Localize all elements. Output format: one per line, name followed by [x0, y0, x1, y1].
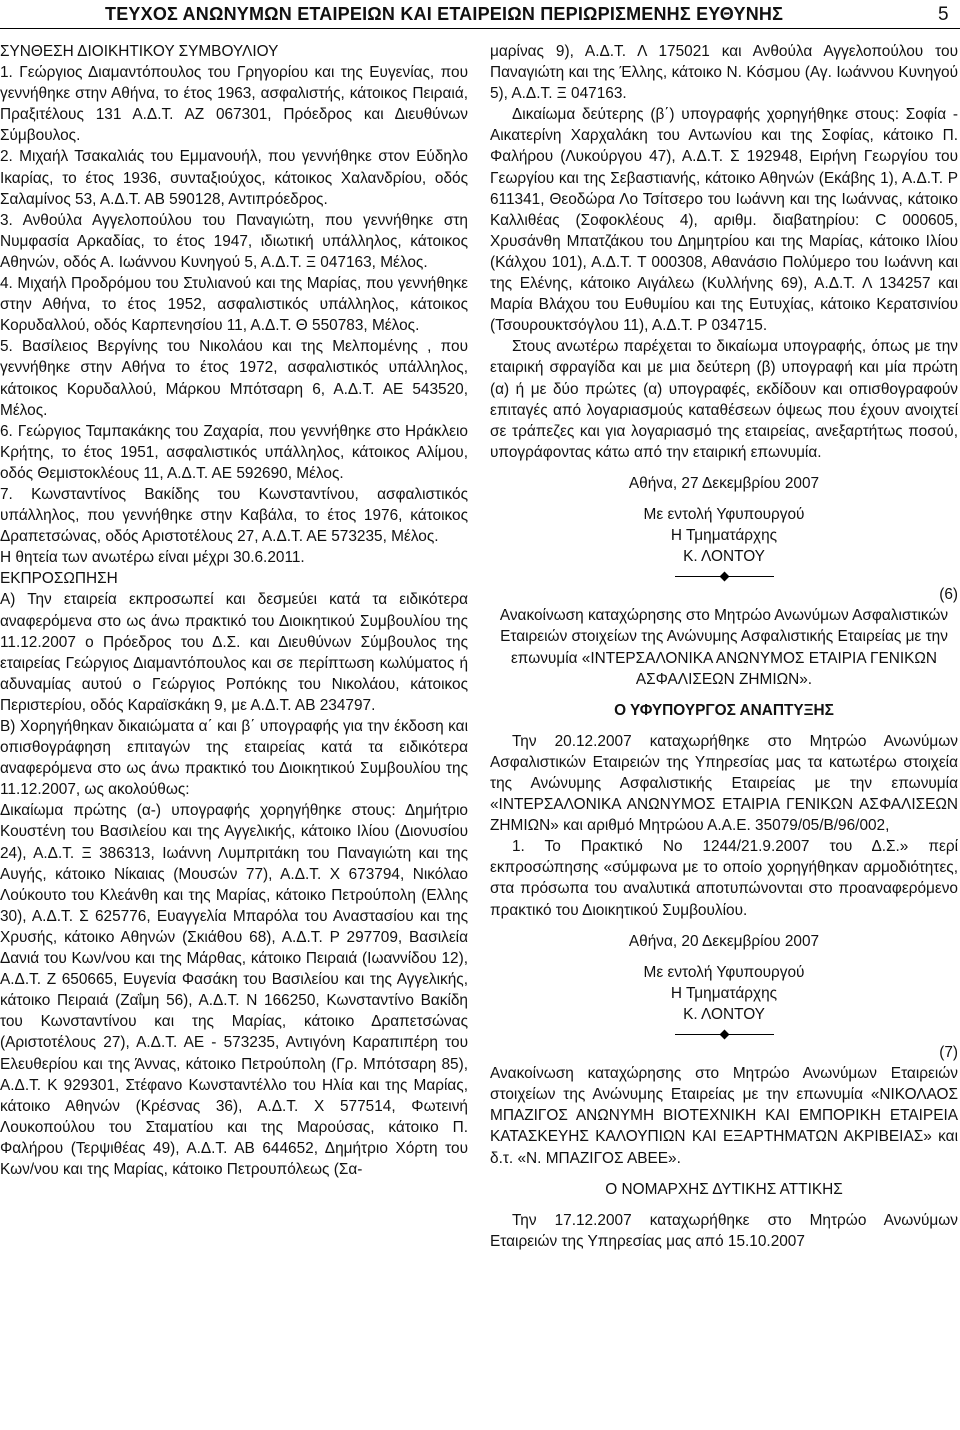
page-header — [0, 0, 960, 34]
board-heading: ΣΥΝΘΕΣΗ ΔΙΟΙΚΗΤΙΚΟΥ ΣΥΜΒΟΥΛΙΟΥ — [0, 43, 279, 60]
left-column — [0, 41, 468, 1180]
second-signature-rights: Δικαίωμα δεύτερης (β΄) υπογραφής χορηγήθηκε στους: Σοφία - Αικατερίνη Χαρχαλάκη του Αντωνίου και της Σοφίας, κάτοικο Π. Φαλήρου (Λυκούργου 47), Α.Δ.Τ. Σ 192948, Ειρήνη Γεωργίου του Γεωργίου και της Σεβαστιανής, κάτοικο Αθηνών (Εκάβης 1), Α.Δ.Τ. Ρ 611341, Θεοδώρα Λο Τσίτσερο του Ιωάννη και της Ιωάννας, κάτοικο Καλλιθέας (Σοφοκλέους 4), αριθμ. διαβατηρίου: C 000605, Χρυσάνθη Μπατζάκου του Δημητρίου και της Μαρίας, κάτοικο Ιλίου (Κάλχου 101), Α.Δ.Τ. Τ 000308, Αθανάσιο Πολύμερο του Ιωάννη και της Ελένης, κάτοικο Αιγάλεω (Κυλλήνης 69), Α.Δ.Τ. Λ 134257 και Μαρία Βλάχου του Ευθυμίου και της Ευτυχίας, κάτοικο Κερατσινίου (Τσουρουκτσόγλου 11), Α.Δ.Τ. Ρ 034715. — [490, 106, 958, 335]
notice-7-body: Την 17.12.2007 καταχωρήθηκε στο Μητρώο Ανωνύμων Εταιρειών της Υπηρεσίας μας από 15.10.2007 — [490, 1211, 958, 1250]
sign2-name: Κ. ΛΟΝΤΟΥ — [683, 1005, 765, 1023]
notice-7-title: Ανακοίνωση καταχώρησης στο Μητρώο Ανωνύμων Εταιρειών στοιχείων της Ανώνυμης Εταιρείας με την επωνυμία «ΝΙΚΟΛΑΟΣ ΜΠΑΖΙΓΟΣ ΑΝΩΝΥΜΗ ΒΙΟΤΕΧΝΙΚΗ ΚΑΙ ΕΜΠΟΡΙΚΗ ΕΤΑΙΡΕΙΑ ΚΑΤΑΣΚΕΥΗΣ ΚΑΛΟΥΠΙΩΝ ΚΑΙ ΕΞΑΡΤΗΜΑΤΩΝ ΑΚΡΙΒΕΙΑΣ» και δ.τ. «Ν. ΜΠΑΖΙΓΟΣ ΑΒΕΕ». — [490, 1065, 958, 1167]
representation-heading: ΕΚΠΡΟΣΩΠΗΣΗ — [0, 570, 118, 588]
sign1-name: Κ. ΛΟΝΤΟΥ — [683, 548, 765, 566]
first-signature-continuation: μαρίνας 9), Α.Δ.Τ. Λ 175021 και Ανθούλα Αγγελοπούλου του Παναγιώτη και της Έλλης, κάτοικο Ν. Κόσμου (Αγ. Ιωάννου Κυνηγού 5), Α.Δ.Τ. Ξ 047163. — [490, 43, 958, 103]
signature-rule-text: Στους ανωτέρω παρέχεται το δικαίωμα υπογραφής, όπως με την εταιρική σφραγίδα και με μια δεύτερη (β) υπογραφή και μία πρώτη (α) ή με δύο πρώτες (α) υπογραφές, εκδίδουν και οπισθογραφούν επιταγές από λογαριασμούς καταθέσεων όψεως που έχουν ανοιχτεί σε τράπεζες και για λογαριασμό της εταιρείας, ανεξαρτήτως ποσού, υπογράφοντας κάτω από την εταιρική επωνυμία. — [490, 338, 958, 461]
sign1-date: Αθήνα, 27 Δεκεμβρίου 2007 — [628, 474, 820, 492]
notice-7-authority: Ο ΝΟΜΑΡΧΗΣ ΔΥΤΙΚΗΣ ΑΤΤΙΚΗΣ — [605, 1180, 843, 1198]
diamond-icon — [719, 1029, 729, 1039]
board-member-5: 5. Βασίλειος Βεργίνης του Νικολάου και της Μελπομένης , που γεννήθηκε στην Αθήνα το έτος 1972, ασφαλιστικός υπάλληλος, κάτοικος Κορυδαλλού, Μάρκου Μπότσαρη 6, Α.Δ.Τ. ΑΕ 543520, Μέλος. — [0, 338, 468, 419]
page-number: 5 — [938, 4, 949, 25]
term-statement: Η θητεία των ανωτέρω είναι μέχρι 30.6.2011. — [0, 549, 305, 567]
representation-a: Α) Την εταιρεία εκπροσωπεί και δεσμεύει κατά τα ειδικότερα αναφερόμενα στο ως άνω πρακτικό του Διοικητικού Συμβουλίου της 11.12.2007 ο Πρόεδρος του Δ.Σ. και Διευθύνων Σύμβουλος της εταιρείας Γεώργιος Διαμαντόπουλος και σε περίπτωση κωλύματος ή αδυναμίας αυτού ο Γεώργιος Ροπόκης του Νικολάου, κάτοικος Περιστερίου, οδός Καραϊσκάκη 9, με Α.Δ.Τ. ΑΒ 234797. — [0, 591, 468, 714]
notice-7-number: (7) — [939, 1044, 958, 1062]
gazette-issue-title: ΤΕΥΧΟΣ ΑΝΩΝΥΜΩΝ ΕΤΑΙΡΕΙΩΝ ΚΑΙ ΕΤΑΙΡΕΙΩΝ ΠΕΡΙΩΡΙΣΜΕΝΗΣ ΕΥΘΥΝΗΣ — [105, 4, 784, 24]
right-column — [490, 41, 958, 1252]
board-member-2: 2. Μιχαήλ Τσακαλιάς του Εμμανουήλ, που γεννήθηκε στον Εύδηλο Ικαρίας, το έτος 1936, συνταξιούχος, κάτοικος Χαλανδρίου, οδός Σαλαμίνος 53, Α.Δ.Τ. ΑΒ 590128, Αντιπρόεδρος. — [0, 148, 468, 208]
notice-6-authority: Ο ΥΦΥΠΟΥΡΓΟΣ ΑΝΑΠΤΥΞΗΣ — [614, 701, 834, 719]
board-member-3: 3. Ανθούλα Αγγελοπούλου του Παναγιώτη, που γεννήθηκε στη Νυμφασία Αρκαδίας, το έτος 1947, ιδιωτική υπάλληλος, κάτοικος Αθηνών, οδός Α. Ιωάννου Κυνηγού 5, Α.Δ.Τ. Ξ 047163, Μέλος. — [0, 211, 468, 271]
sign2-line2: Η Τμηματάρχης — [670, 984, 778, 1002]
first-signature-rights: Δικαίωμα πρώτης (α-) υπογραφής χορηγήθηκε στους: Δημήτριο Κουστένη του Βασιλείου και της Αγγελικής, κάτοικο Ιλίου (Διονυσίου 24), Α.Δ.Τ. Ξ 386313, Ιωάννη Λυμπριτάκη του Παναγιώτη και της Αυγής, κάτοικο Νίκαιας (Μουσών 77), Α.Δ.Τ. Χ 673794, Νικόλαο Λούκουτο του Κλεάνθη και της Μαρίας, κάτοικο Πετρούπολη (Ελλης 30), Α.Δ.Τ. Σ 625776, Ευαγγελία Μπαρόλα του Αναστασίου και της Χρυσής, κάτοικο Αθηνών (Σκιάθου 68), Α.Δ.Τ. Ρ 297709, Βασιλεία Δανιά του Κων/νου και της Μάρθας, κάτοικο Πειραιά (Ιωαννίδου 12), Α.Δ.Τ. Ζ 650665, Ευγενία Φασάκη του Βασιλείου και της Αγγελικής, κάτοικο Πειραιά (Ζαΐμη 56), Α.Δ.Τ. Ν 166250, Κωνσταντίνο Βακίδη του Κωνσταντίνου και της Μαρίας, κάτοικο Δραπετσώνας (Αριστοτέλους 27), Α.Δ.Τ. ΑΕ - 573235, Αντιγόνη Καραπιπέρη του Ελευθερίου και της Άννας, κάτοικο Πετρούπολη (Γρ. Μπότσαρη 85), Α.Δ.Τ. Κ 929301, Στέφανο Κωνσταντέλλο του Ηλία και της Μαρίας, κάτοικο Αθηνών (Κρέσνας 36), Α.Δ.Τ. Χ 577514, Φωτεινή Λουκοπούλου του Σταματίου και της Μαρούσας, κάτοικο Π. Φαλήρου (Τερψιθέας 49), Α.Δ.Τ. ΑΒ 644652, Δημήτριο Χόρτη του Κων/νου και της Μαρίας, κάτοικο Πετρουπόλεως (Σα- — [0, 802, 468, 1178]
board-member-1: 1. Γεώργιος Διαμαντόπουλος του Γρηγορίου και της Ευγενίας, που γεννήθηκε στην Αθήνα, το έτος 1963, ασφαλιστής, κάτοικος Πειραιά, Πραξιτέλους 131 Α.Δ.Τ. ΑΖ 067301, Πρόεδρος και Διευθύνων Σύμβουλος. — [0, 64, 468, 145]
sign1-line2: Η Τμηματάρχης — [670, 527, 778, 545]
board-member-4: 4. Μιχαήλ Προδρόμου του Στυλιανού και της Μαρίας, που γεννήθηκε στην Αθήνα, το έτος 1952, ασφαλιστικός υπάλληλος, κάτοικος Κορυδαλλού, οδός Καρπενησίου 11, Α.Δ.Τ. Θ 550783, Μέλος. — [0, 275, 468, 335]
sign2-line1: Με εντολή Υφυπουργού — [643, 963, 805, 981]
notice-6-number: (6) — [939, 586, 958, 604]
section-divider — [490, 1028, 958, 1040]
notice-6-title: Ανακοίνωση καταχώρησης στο Μητρώο Ανωνύμων Ασφαλιστικών Εταιρειών στοιχείων της Ανώνυμης Ασφαλιστικής Εταιρείας με την επωνυμία «ΙΝΤΕΡΣΑΛΟΝΙΚΑ ΑΝΩΝΥΜΟΣ ΕΤΑΙΡΙΑ ΓΕΝΙΚΩΝ ΑΣΦΑΛΙΣΕΩΝ ΖΗΜΙΩΝ». — [499, 607, 949, 688]
sign2-date: Αθήνα, 20 Δεκεμβρίου 2007 — [628, 932, 820, 950]
diamond-icon — [719, 571, 729, 581]
representation-b: Β) Χορηγήθηκαν δικαιώματα α΄ και β΄ υπογραφής για την έκδοση και οπισθογράφηση επιταγών της εταιρείας κατά τα ειδικότερα αναφερόμενα στο ως άνω πρακτικό του Διοικητικού Συμβουλίου της 11.12.2007, ως ακολούθως: — [0, 718, 468, 799]
header-rule — [0, 28, 960, 29]
board-member-7: 7. Κωνσταντίνος Βακίδης του Κωνσταντίνου, ασφαλιστικός υπάλληλος, που γεννήθηκε στην Καβάλα, το έτος 1976, κάτοικος Δραπετσώνας, οδός Αριστοτέλους 27, Α.Δ.Τ. ΑΕ 573235, Μέλος. — [0, 485, 468, 546]
section-divider — [490, 570, 958, 582]
notice-6-body: Την 20.12.2007 καταχωρήθηκε στο Μητρώο Ανωνύμων Ασφαλιστικών Εταιρειών της Υπηρεσίας μας τα κατωτέρω στοιχεία της Ανώνυμης Ασφαλιστικής Εταιρείας με την επωνυμία «ΙΝΤΕΡΣΑΛΟΝΙΚΑ ΑΝΩΝΥΜΟΣ ΕΤΑΙΡΙΑ ΓΕΝΙΚΩΝ ΑΣΦΑΛΙΣΕΩΝ ΖΗΜΙΩΝ» και αριθμό Μητρώου Α.Α.Ε. 35079/05/Β/96/002, — [490, 732, 958, 835]
sign1-line1: Με εντολή Υφυπουργού — [643, 505, 805, 523]
board-member-6: 6. Γεώργιος Ταμπακάκης του Ζαχαρία, που γεννήθηκε στο Ηράκλειο Κρήτης, το έτος 1951, ασφαλιστικός υπάλληλος, κάτοικος Αλίμου, οδός Θεμιστοκλέους 11, Α.Δ.Τ. ΑΕ 592690, Μέλος. — [0, 422, 468, 482]
notice-6-item-1: 1. Το Πρακτικό Νο 1244/21.9.2007 του Δ.Σ.» περί εκπροσώπησης «σύμφωνα με το οποίο χορηγήθηκαν αρμοδιότητες, στα πρόσωπα του αναλυτικά αποτυπώνονται στο προαναφερόμενο πρακτικό του Διοικητικού Συμβουλίου. — [490, 838, 958, 919]
